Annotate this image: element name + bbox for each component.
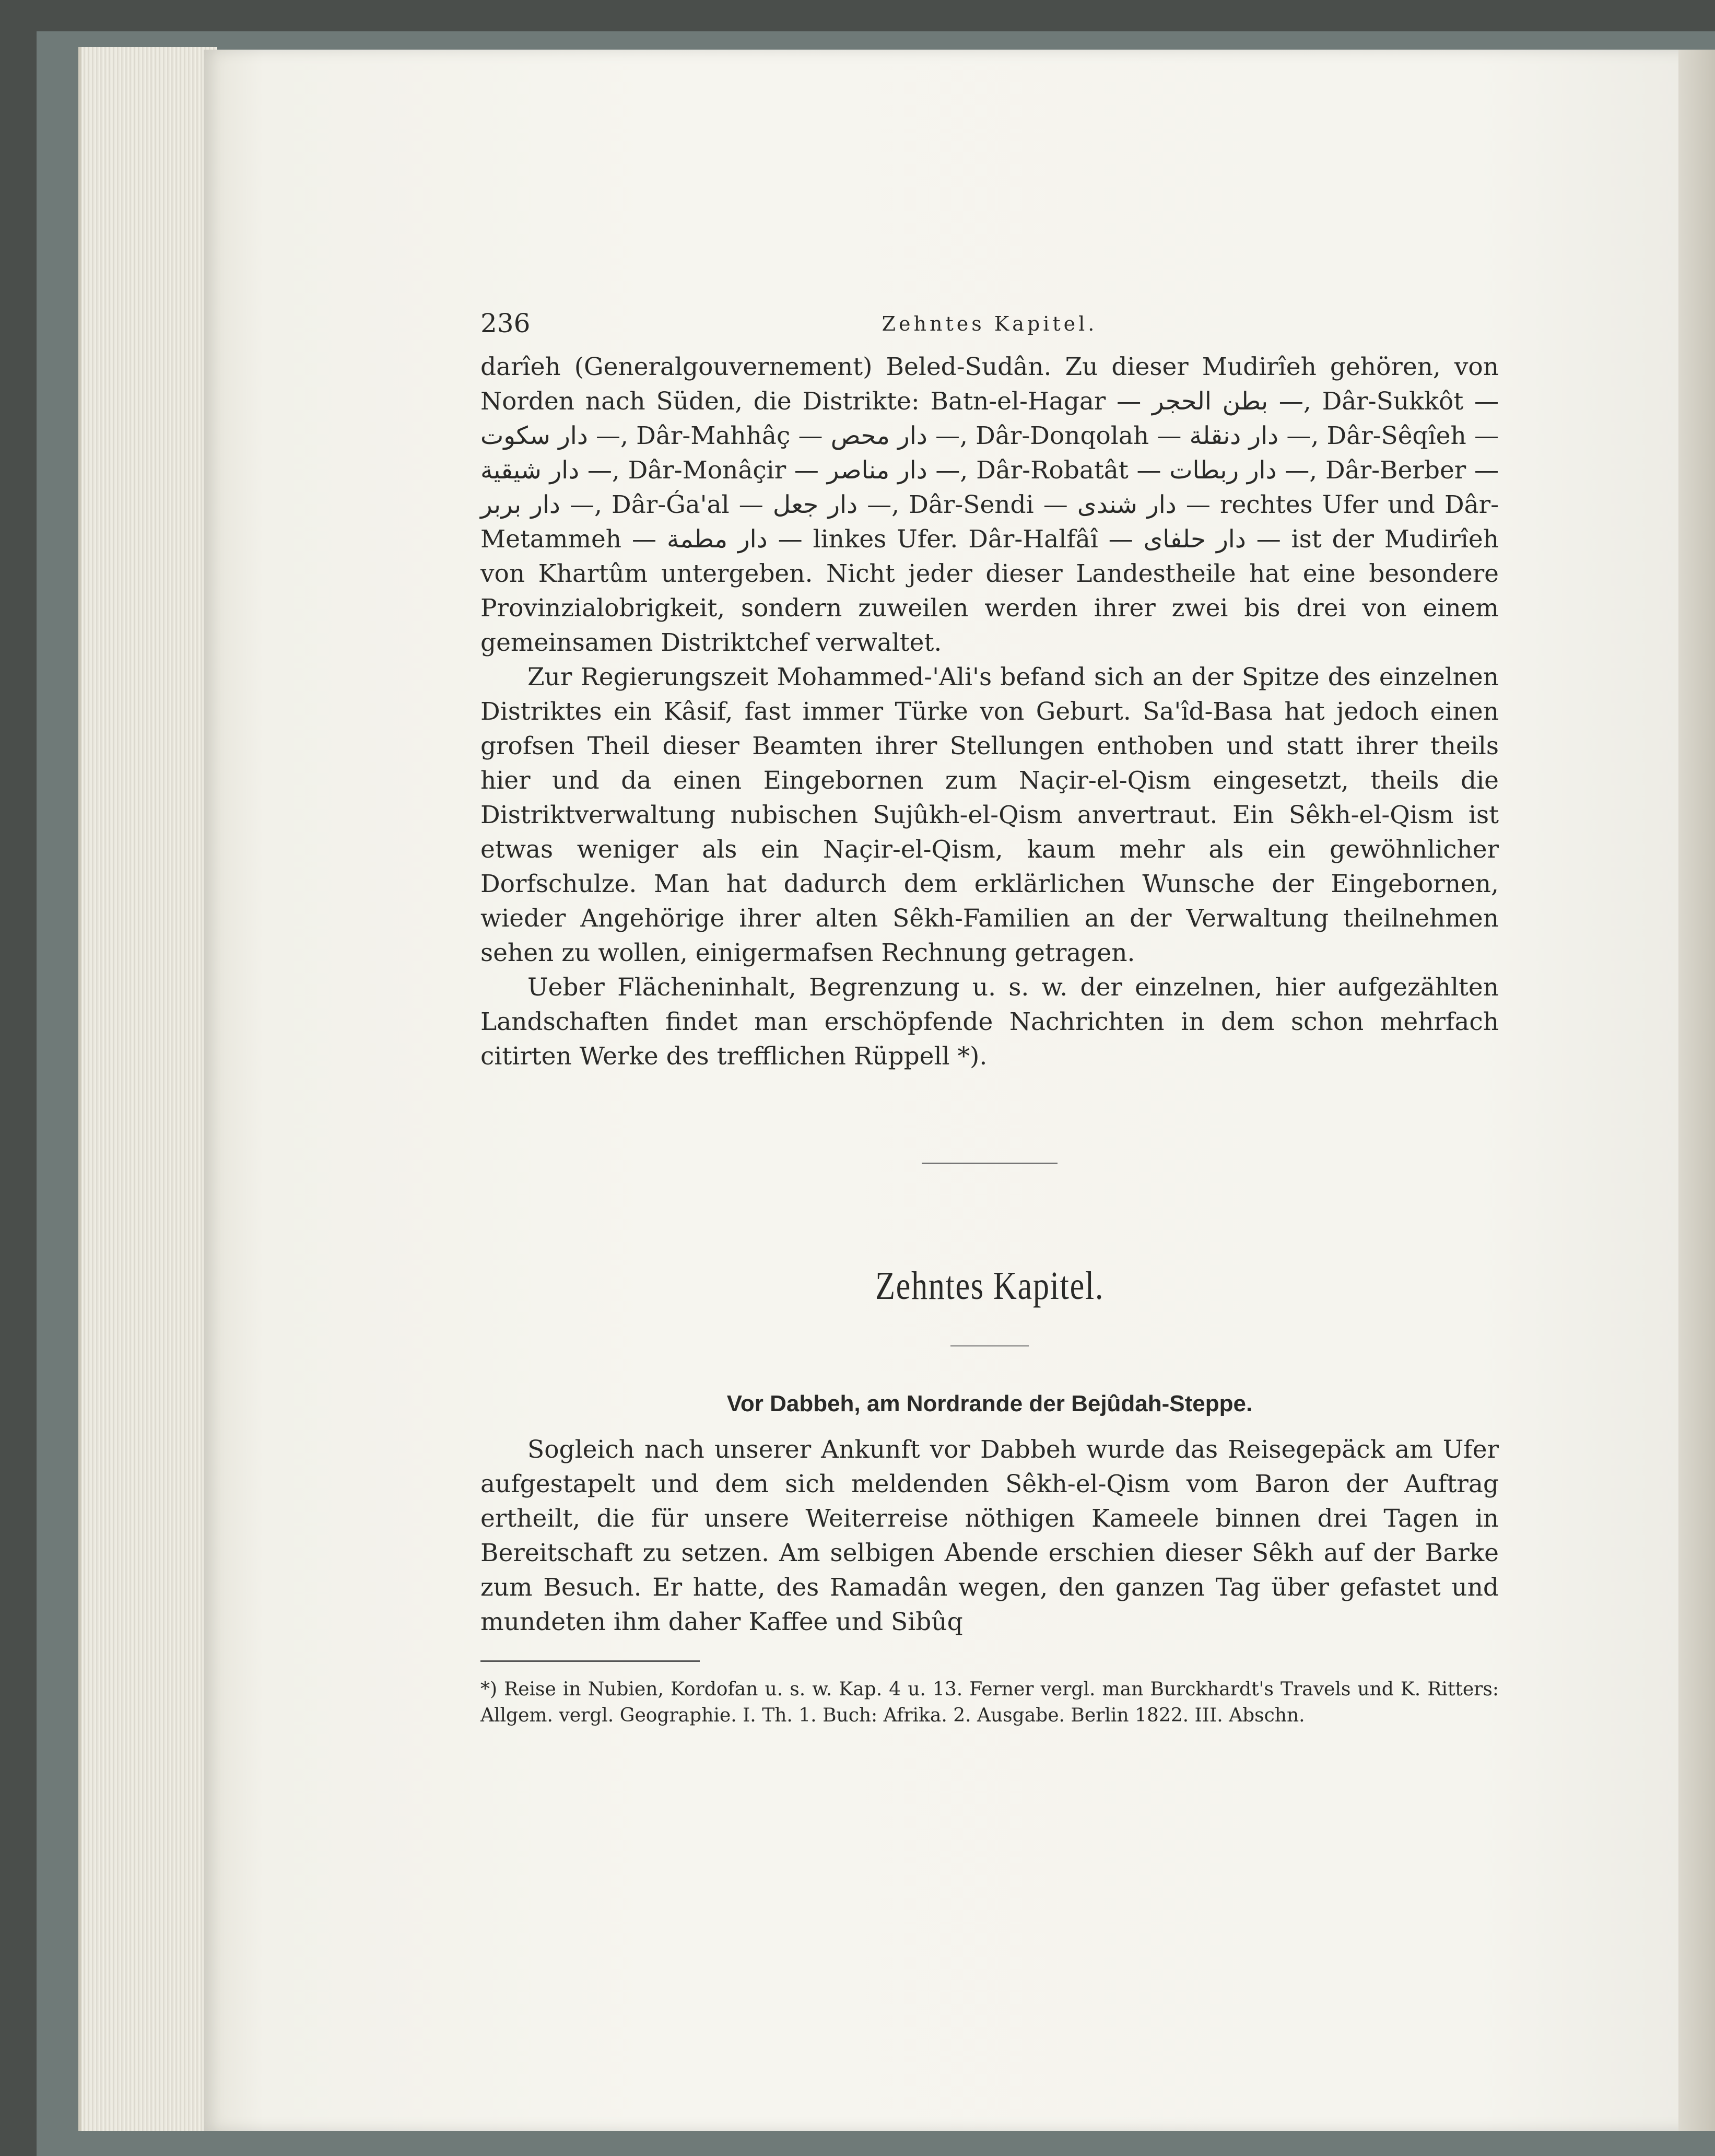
footnote: *) Reise in Nubien, Kordofan u. s. w. Kap. 4 u. 13. Ferner vergl. man Burckhardt's Travels und K. Ritters: Allgem. vergl. Geographie. I. Th. 1. Buch: Afrika. 2. Ausgabe. Berlin 1822. III. Abschn. — [480, 1679, 1499, 1726]
page-number: 236 — [480, 308, 531, 338]
paragraph-dabbeh: Sogleich nach unserer Ankunft vor Dabbeh wurde das Reisegepäck am Ufer aufgestapelt und dem sich meldenden Sêkh-el-Qism vom Baron der Auftrag ertheilt, die für unsere Weiterreise nöthigen Kameele binnen drei Tagen in Bereitschaft zu setzen. Am selbigen Abende erschien dieser Sêkh auf der Barke zum Besuch. Er hatte, des Ramadân wegen, den ganzen Tag über gefastet und mundeten ihm daher Kaffee und Sibûq — [480, 1435, 1499, 1636]
paragraph-districts: darîeh (Generalgouvernement) Beled-Sudân. Zu dieser Mudirîeh gehören, von Norden nach Süden, die Distrikte: Batn-el-Hagar — بطن الحجر —, Dâr-Sukkôt — دار سكوت —, Dâr-Mahhâç — دار محص —, Dâr-Donqolah — دار دنقلة —, Dâr-Sêqîeh — دار شيقية —, Dâr-Monâçir — دار مناصر —, Dâr-Robatât — دار ربطات —, Dâr-Berber — دار بربر —, Dâr-Ǵa'al — دار جعل —, Dâr-Sendi — دار شندى — rechtes Ufer und Dâr-Metammeh — دار مطمة — linkes Ufer. Dâr-Halfâî — دار حلفاى — ist der Mudirîeh von Khartûm untergeben. Nicht jeder dieser Landestheile hat eine besondere Provinzialobrigkeit, sondern zuweilen werden ihrer zwei bis drei von einem gemeinsamen Distriktchef verwaltet. — [480, 353, 1499, 657]
page-edges — [78, 47, 217, 2131]
page-text-block — [480, 308, 1499, 1729]
paragraph-rueppell: Ueber Flächeninhalt, Begrenzung u. s. w. der einzelnen, hier aufgezählten Landschaften findet man erschöpfende Nachrichten in dem schon mehrfach citirten Werke des trefflichen Rüppell *). — [480, 973, 1499, 1071]
running-title: Zehntes Kapitel. — [882, 312, 1098, 335]
section-title: Vor Dabbeh, am Nordrande der Bejûdah-Steppe. — [726, 1391, 1253, 1416]
chapter-title: Zehntes Kapitel. — [875, 1264, 1105, 1308]
running-head — [480, 308, 1499, 350]
paragraph-administration: Zur Regierungszeit Mohammed-'Ali's befand sich an der Spitze des einzelnen Distriktes ein Kâsif, fast immer Türke von Geburt. Sa'îd-Basa hat jedoch einen grofsen Theil dieser Beamten ihrer Stellungen enthoben und statt ihrer theils hier und da einen Eingebornen zum Naçir-el-Qism eingesetzt, theils die Distriktverwaltung nubischen Sujûkh-el-Qism anvertraut. Ein Sêkh-el-Qism ist etwas weniger als ein Naçir-el-Qism, kaum mehr als ein gewöhnlicher Dorfschulze. Man hat dadurch dem erklärlichen Wunsche der Eingebornen, wieder Angehörige ihrer alten Sêkh-Familien an der Verwaltung theilnehmen sehen zu wollen, einigermafsen Rechnung getragen. — [480, 663, 1499, 967]
next-page-edge — [1678, 50, 1715, 2131]
